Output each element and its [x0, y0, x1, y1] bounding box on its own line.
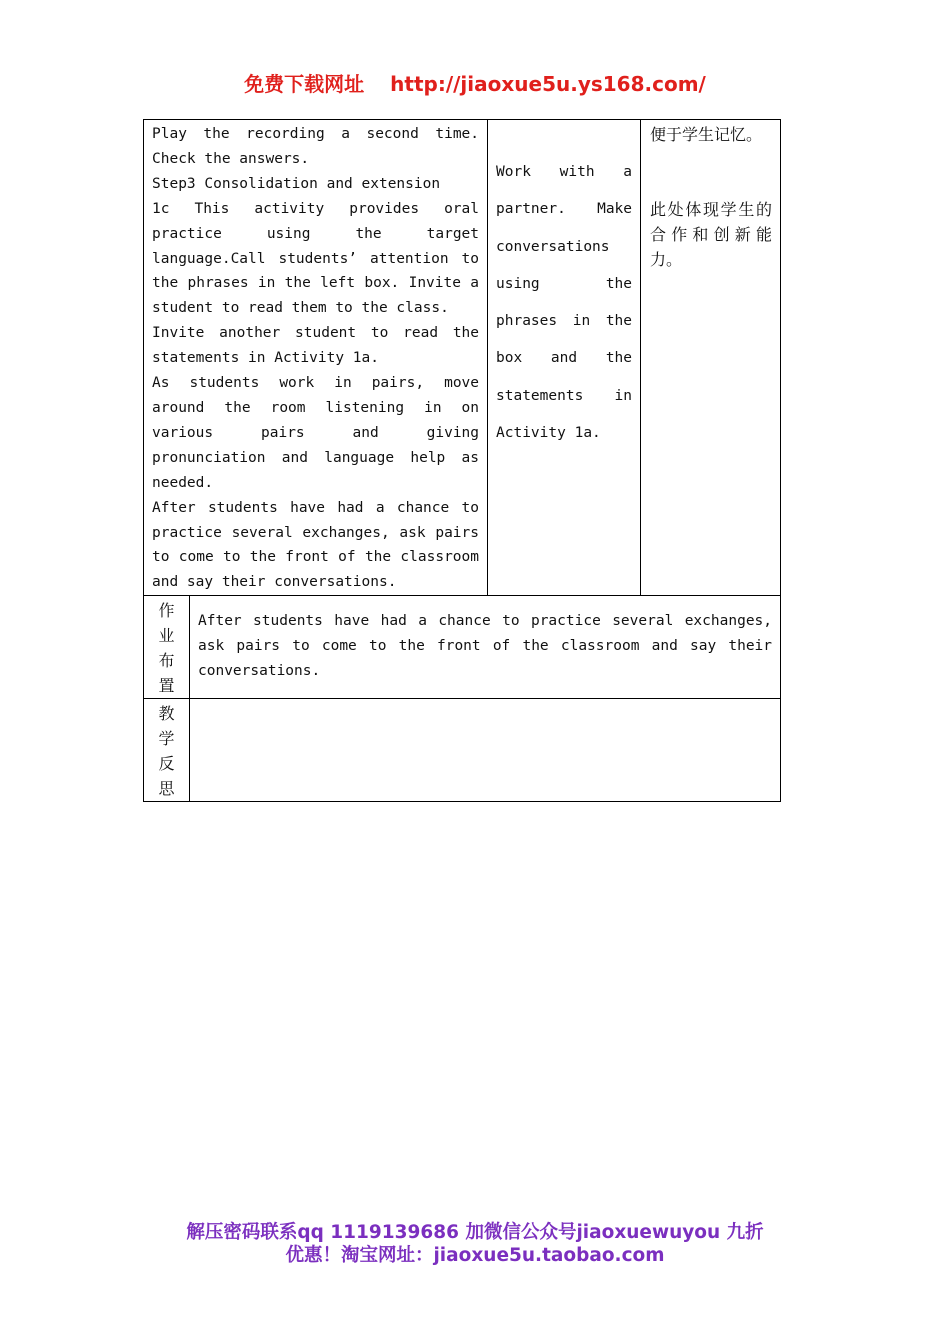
- homework-content-cell: [190, 596, 781, 699]
- header-url-link[interactable]: http://jiaoxue5u.ys168.com/: [390, 72, 706, 96]
- lesson-plan-table: [143, 119, 781, 802]
- teacher-activity-para: Step3 Consolidation and extension: [152, 175, 441, 192]
- student-activity-cell: [488, 120, 641, 596]
- reflection-label: 教 学 反 思: [144, 699, 190, 802]
- footer-line-1: 解压密码联系qq 1119139686 加微信公众号jiaoxuewuyou 九折: [186, 1222, 764, 1243]
- design-intent-note: 此处体现学生的合作和创新能力。: [650, 200, 773, 269]
- reflection-content-cell: [190, 699, 781, 802]
- footer-line-2: 优惠！淘宝网址：jiaoxue5u.taobao.com: [285, 1245, 665, 1266]
- design-intent-cell: [641, 120, 781, 596]
- header-label: 免费下载网址: [244, 72, 365, 96]
- student-activity-text: Work with a partner. Make conversations using the phrases in the box and the statements in Activity 1a.: [496, 164, 633, 442]
- reflection-row: [144, 699, 781, 802]
- download-header: [0, 68, 950, 97]
- spacer: [650, 147, 772, 197]
- homework-row: [144, 596, 781, 699]
- homework-text: After students have had a chance to practice several exchanges, ask pairs to come to the front of the classroom and say their conversations.: [198, 613, 773, 680]
- teacher-activity-para: 1c This activity provides oral practice using the target language.Call students’ attention to the phrases in the left box. Invite a student to read them to the class.: [152, 200, 480, 317]
- teacher-activity-para: Invite another student to read the statements in Activity 1a.: [152, 325, 480, 367]
- design-intent-note: 便于学生记忆。: [650, 125, 763, 144]
- teacher-activity-para: As students work in pairs, move around the room listening in on various pairs and giving pronunciation and language help as needed.: [152, 375, 480, 491]
- homework-label: 作 业 布 置: [144, 596, 190, 699]
- teacher-activity-para: Play the recording a second time. Check the answers.: [152, 126, 480, 167]
- procedure-row: [144, 120, 781, 596]
- teacher-activity-cell: [144, 120, 488, 596]
- teacher-activity-para: After students have had a chance to practice several exchanges, ask pairs to come to the front of the classroom and say their conversations.: [152, 499, 480, 591]
